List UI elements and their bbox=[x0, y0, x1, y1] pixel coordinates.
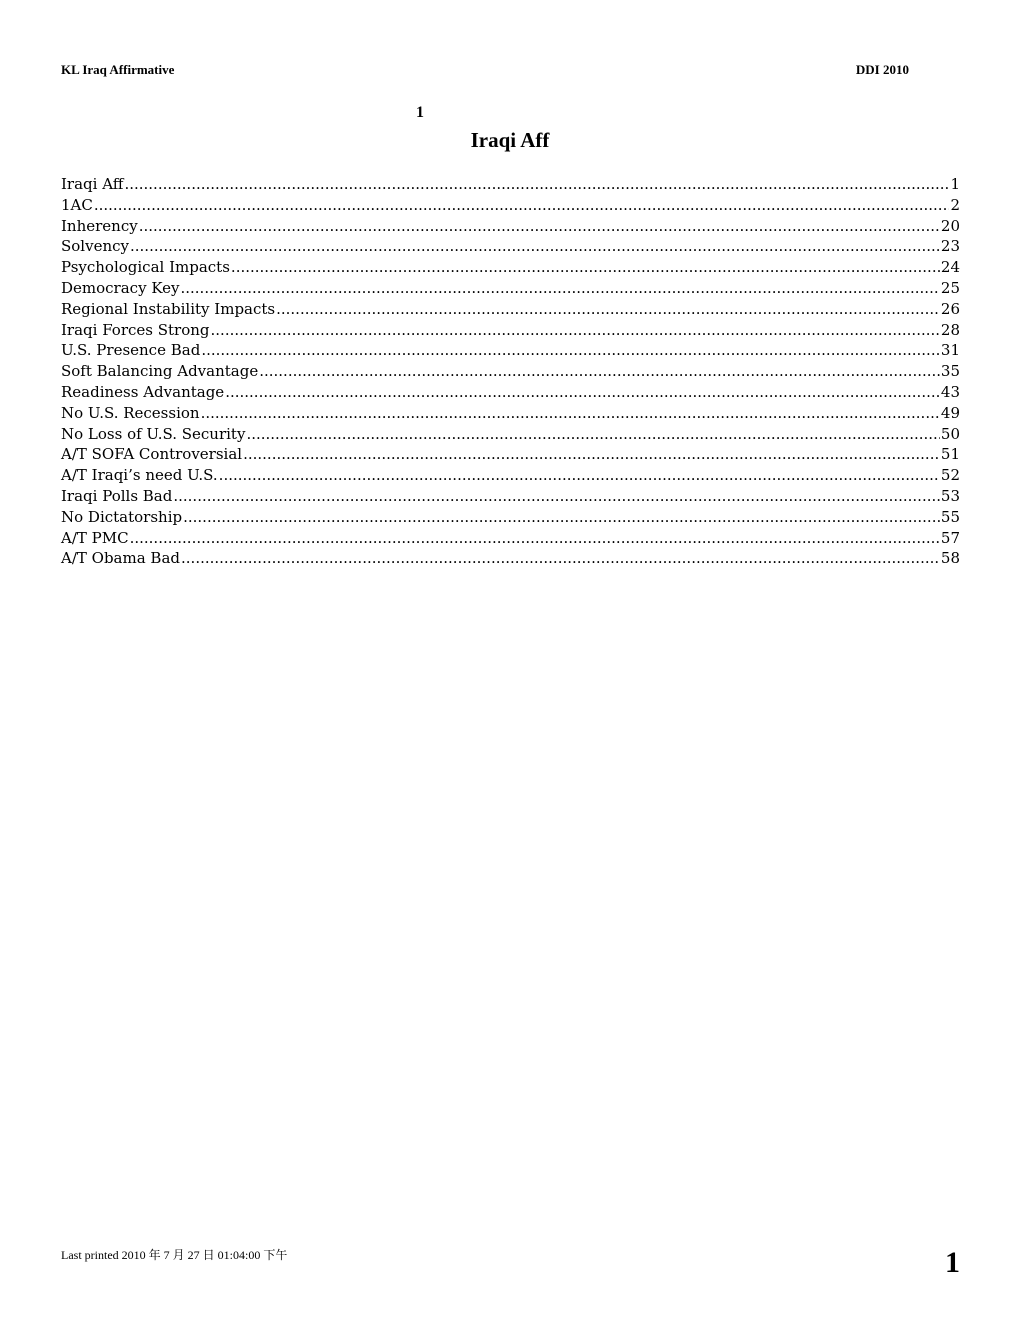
toc-entry[interactable] bbox=[61, 465, 960, 486]
toc-entry-page-number: 31 bbox=[940, 341, 960, 360]
toc-entry-label: Iraqi Forces Strong bbox=[61, 320, 210, 339]
toc-entry[interactable] bbox=[61, 444, 960, 465]
toc-dot-leader bbox=[219, 465, 940, 486]
toc-entry-page-number: 55 bbox=[940, 507, 960, 526]
toc-entry-page-number: 53 bbox=[940, 486, 960, 505]
section-number: 1 bbox=[416, 104, 424, 121]
toc-entry[interactable] bbox=[61, 320, 960, 341]
toc-entry-label: 1AC bbox=[61, 195, 93, 214]
toc-dot-leader bbox=[259, 361, 940, 382]
document-title: Iraqi Aff bbox=[470, 128, 550, 152]
toc-entry-page-number: 52 bbox=[940, 466, 960, 485]
toc-entry-label: A/T PMC bbox=[61, 528, 129, 547]
toc-entry-page-number: 49 bbox=[940, 403, 960, 422]
toc-dot-leader bbox=[180, 278, 939, 299]
toc-entry-label: Iraqi Aff bbox=[61, 175, 124, 193]
toc-entry-label: Democracy Key bbox=[61, 278, 180, 297]
toc-entry[interactable] bbox=[61, 382, 960, 403]
toc-entry-page-number: 51 bbox=[940, 445, 960, 464]
toc-entry-page-number: 28 bbox=[940, 320, 960, 339]
toc-dot-leader bbox=[246, 424, 939, 445]
toc-entry-label: A/T Obama Bad bbox=[61, 549, 181, 568]
toc-dot-leader bbox=[181, 548, 940, 569]
toc-entry-page-number: 20 bbox=[940, 216, 960, 235]
toc-entry[interactable] bbox=[61, 257, 960, 278]
toc-entry-label: No Dictatorship bbox=[61, 507, 183, 526]
toc-entry[interactable] bbox=[61, 361, 960, 382]
toc-entry-page-number: 2 bbox=[950, 195, 960, 214]
toc-dot-leader bbox=[173, 486, 940, 507]
toc-dot-leader bbox=[201, 403, 940, 424]
toc-entry-label: Iraqi Polls Bad bbox=[61, 486, 173, 505]
toc-entry[interactable] bbox=[61, 299, 960, 320]
table-of-contents bbox=[61, 174, 960, 569]
toc-entry[interactable] bbox=[61, 278, 960, 299]
footer-last-printed: Last printed 2010 年 7 月 27 日 01:04:00 下午 bbox=[61, 1248, 288, 1262]
header-left-title: KL Iraq Affirmative bbox=[61, 62, 175, 77]
toc-entry[interactable] bbox=[61, 486, 960, 507]
toc-entry[interactable] bbox=[61, 548, 960, 569]
toc-entry-label: Regional Instability Impacts bbox=[61, 299, 276, 318]
toc-dot-leader bbox=[183, 507, 940, 528]
toc-entry[interactable] bbox=[61, 528, 960, 549]
toc-dot-leader bbox=[243, 444, 940, 465]
toc-entry-label: A/T SOFA Controversial bbox=[61, 445, 243, 464]
page-header bbox=[61, 62, 909, 82]
toc-entry-label: U.S. Presence Bad bbox=[61, 341, 201, 360]
toc-dot-leader bbox=[231, 257, 940, 278]
toc-dot-leader bbox=[225, 382, 940, 403]
toc-entry[interactable] bbox=[61, 174, 960, 195]
toc-entry-label: No U.S. Recession bbox=[61, 403, 200, 422]
toc-entry[interactable] bbox=[61, 216, 960, 237]
toc-entry[interactable] bbox=[61, 340, 960, 361]
toc-entry-label: Readiness Advantage bbox=[61, 382, 225, 401]
toc-entry-label: No Loss of U.S. Security bbox=[61, 424, 246, 443]
toc-dot-leader bbox=[276, 299, 940, 320]
toc-dot-leader bbox=[94, 195, 950, 216]
toc-entry-page-number: 35 bbox=[940, 362, 960, 381]
header-right-title: DDI 2010 bbox=[855, 62, 909, 77]
toc-entry-page-number: 25 bbox=[940, 278, 960, 297]
toc-dot-leader bbox=[124, 174, 949, 195]
toc-entry-page-number: 50 bbox=[940, 424, 960, 443]
toc-entry-label: Soft Balancing Advantage bbox=[61, 362, 259, 381]
toc-entry-page-number: 24 bbox=[940, 258, 960, 277]
toc-entry-page-number: 58 bbox=[940, 549, 960, 568]
toc-dot-leader bbox=[211, 320, 940, 341]
toc-entry[interactable] bbox=[61, 195, 960, 216]
toc-entry[interactable] bbox=[61, 507, 960, 528]
toc-entry-page-number: 43 bbox=[940, 382, 960, 401]
toc-entry-label: Solvency bbox=[61, 237, 129, 256]
toc-entry-page-number: 1 bbox=[950, 175, 960, 193]
footer-page-number: 1 bbox=[945, 1246, 960, 1279]
toc-dot-leader bbox=[139, 216, 940, 237]
toc-entry-label: Inherency bbox=[61, 216, 138, 235]
toc-entry[interactable] bbox=[61, 236, 960, 257]
toc-dot-leader bbox=[130, 236, 940, 257]
toc-dot-leader bbox=[201, 340, 940, 361]
toc-dot-leader bbox=[130, 528, 940, 549]
toc-entry-label: Psychological Impacts bbox=[61, 258, 230, 277]
toc-entry-label: A/T Iraqi’s need U.S. bbox=[61, 466, 218, 485]
toc-entry-page-number: 26 bbox=[940, 299, 960, 318]
toc-entry[interactable] bbox=[61, 403, 960, 424]
toc-entry[interactable] bbox=[61, 424, 960, 445]
toc-entry-page-number: 57 bbox=[940, 528, 960, 547]
toc-entry-page-number: 23 bbox=[940, 237, 960, 256]
